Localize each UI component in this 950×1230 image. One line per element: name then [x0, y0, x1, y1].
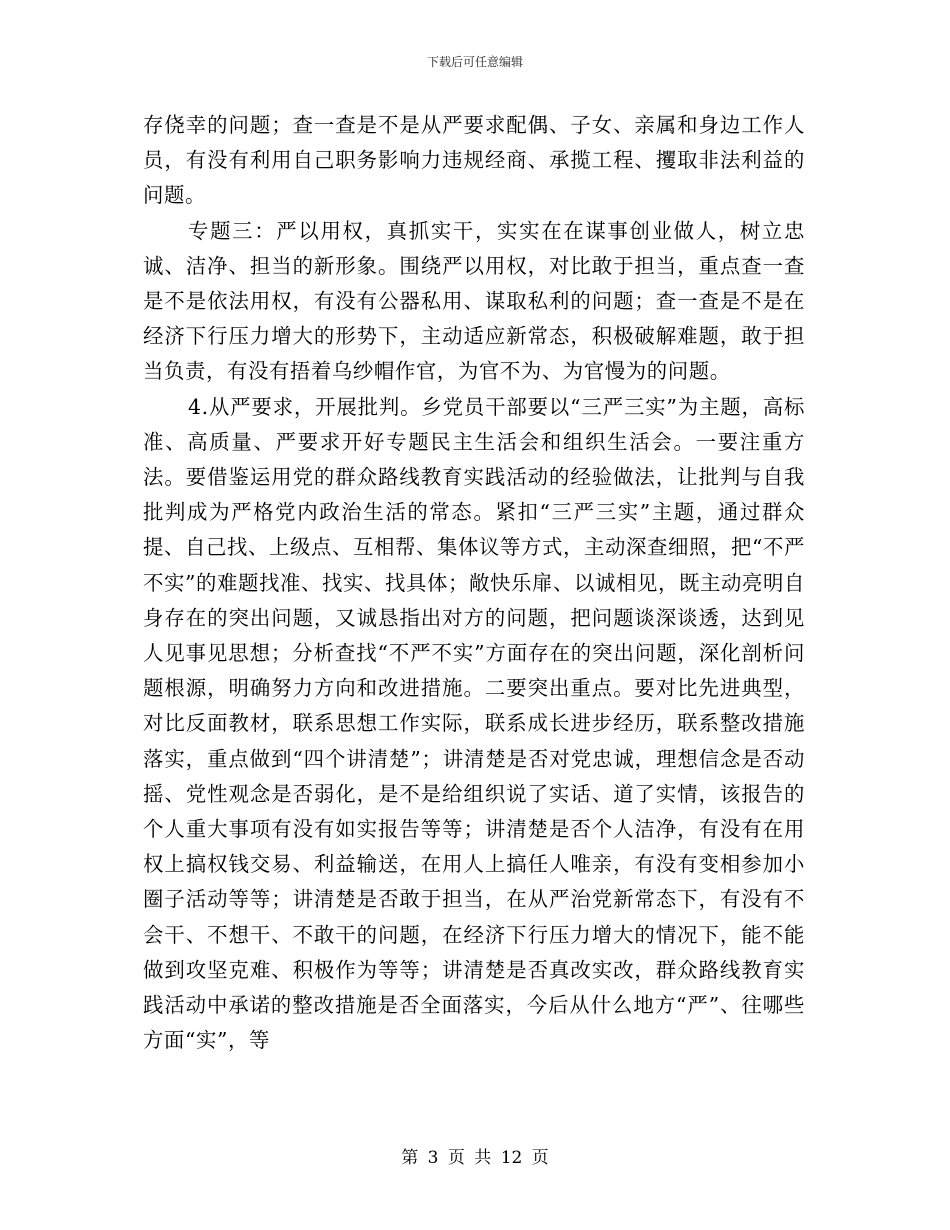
page-header-note: 下载后可任意编辑 — [426, 55, 523, 69]
paragraph-criticism: 4.从严要求，开展批判。乡党员干部要以“三严三实”为主题，高标准、高质量、严要求开好专题民主生活会和组织生活会。一要注重方法。要借鉴运用党的群众路线教育实践活动的经验做法，让批判与自我批判成为严格党内政治生活的常态。紧扣“三严三实”主题，通过群众提、自己找、上级点、互相帮、集体议等方式，主动深查细照，把“不严不实”的难题找准、找实、找具体；敞快乐扉、以诚相见，既主动亮明自身存在的突出问题，又诚恳指出对方的问题，把问题谈深谈透，达到见人见事见思想；分析查找“不严不实”方面存在的突出问题，深化剖析问题根源，明确努力方向和改进措施。二要突出重点。要对比先进典型，对比反面教材，联系思想工作实际，联系成长进步经历，联系整改措施落实，重点做到“四个讲清楚”；讲清楚是否对党忠诚，理想信念是否动摇、党性观念是否弱化，是不是给组织说了实话、道了实情，该报告的个人重大事项有没有如实报告等等；讲清楚是否个人洁净，有没有在用权上搞权钱交易、利益输送，在用人上搞任人唯亲，有没有变相参加小圈子活动等等；讲清楚是否敢于担当，在从严治党新常态下，有没有不会干、不想干、不敢干的问题，在经济下行压力增大的情况下，能不能做到攻坚克难、积极作为等等；讲清楚是否真改实改，群众路线教育实践活动中承诺的整改措施是否全面落实，今后从什么地方“严”、往哪些方面“实”，等 — [143, 394, 805, 1053]
page-number: 第 3 页 共 12 页 — [401, 1148, 549, 1168]
paragraph-topic-three: 专题三：严以用权，真抓实干，实实在在谋事创业做人，树立忠诚、洁净、担当的新形象。围绕严以用权，对比敢于担当，重点查一查是不是依法用权，有没有公器私用、谋取私利的问题；查一查是不是在经济下行压力增大的形势下，主动适应新常态，积极破解难题，敢于担当负责，有没有捂着乌纱帽作官，为官不为、为官慢为的问题。 — [143, 218, 805, 384]
paragraph-continuation: 存侥幸的问题；查一查是不是从严要求配偶、子女、亲属和身边工作人员，有没有利用自己职务影响力违规经商、承揽工程、攫取非法利益的问题。 — [143, 113, 805, 208]
document-body — [143, 108, 805, 1058]
